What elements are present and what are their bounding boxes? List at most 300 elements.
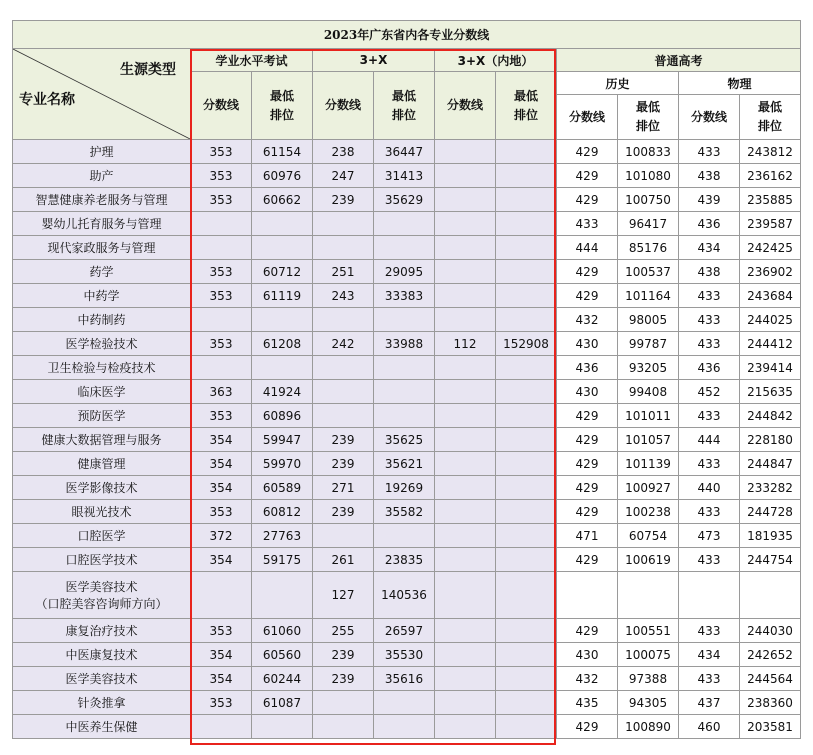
table-row	[13, 715, 801, 739]
score-table	[12, 20, 801, 739]
table-cell: 353	[191, 332, 252, 356]
table-cell: 242425	[740, 236, 801, 260]
table-cell: 353	[191, 188, 252, 212]
table-cell: 239	[313, 500, 374, 524]
table-cell: 433	[679, 500, 740, 524]
table-cell: 100833	[618, 140, 679, 164]
table-cell	[496, 284, 557, 308]
table-cell: 433	[679, 619, 740, 643]
table-cell	[191, 212, 252, 236]
table-cell: 100551	[618, 619, 679, 643]
table-cell: 60662	[252, 188, 313, 212]
table-cell: 438	[679, 164, 740, 188]
table-cell	[313, 236, 374, 260]
table-cell	[435, 643, 496, 667]
table-row	[13, 643, 801, 667]
table-cell: 239	[313, 188, 374, 212]
major-name-text: 中药学	[83, 289, 120, 303]
table-cell	[191, 236, 252, 260]
table-cell: 244754	[740, 548, 801, 572]
table-cell: 239	[313, 452, 374, 476]
table-cell: 433	[679, 548, 740, 572]
table-row	[13, 667, 801, 691]
table-cell: 429	[557, 452, 618, 476]
table-cell: 354	[191, 548, 252, 572]
col-header-score: 分数线	[191, 72, 252, 140]
table-cell	[496, 619, 557, 643]
page-title: 2023年广东省内各专业分数线	[13, 21, 801, 49]
table-cell: 60896	[252, 404, 313, 428]
major-name	[13, 308, 191, 332]
table-cell: 101080	[618, 164, 679, 188]
table-cell: 255	[313, 619, 374, 643]
table-cell: 59175	[252, 548, 313, 572]
table-cell	[435, 428, 496, 452]
major-name-note: （口腔美容咨询师方向）	[35, 597, 168, 611]
table-cell: 60560	[252, 643, 313, 667]
col-header-rank-text: 最低排位	[635, 100, 660, 133]
table-cell: 100890	[618, 715, 679, 739]
major-name	[13, 380, 191, 404]
major-name	[13, 476, 191, 500]
table-cell	[496, 236, 557, 260]
major-name-text: 口腔医学技术	[65, 553, 138, 567]
group-header-gaokao: 普通高考	[557, 49, 801, 72]
major-name	[13, 140, 191, 164]
table-cell: 243	[313, 284, 374, 308]
table-row	[13, 500, 801, 524]
table-cell: 353	[191, 404, 252, 428]
table-cell	[435, 308, 496, 332]
table-cell: 235885	[740, 188, 801, 212]
table-row	[13, 691, 801, 715]
table-cell	[496, 308, 557, 332]
table-cell: 61087	[252, 691, 313, 715]
table-cell: 60754	[618, 524, 679, 548]
table-cell	[435, 356, 496, 380]
col-header-rank	[740, 95, 801, 140]
table-cell: 429	[557, 619, 618, 643]
table-row	[13, 164, 801, 188]
table-cell: 353	[191, 500, 252, 524]
table-cell: 433	[679, 332, 740, 356]
table-cell	[435, 500, 496, 524]
table-cell: 440	[679, 476, 740, 500]
major-name-text: 婴幼儿托育服务与管理	[41, 217, 162, 231]
major-name-text: 健康管理	[77, 457, 126, 471]
col-header-rank	[496, 72, 557, 140]
table-cell	[496, 572, 557, 619]
table-cell: 215635	[740, 380, 801, 404]
table-cell: 101011	[618, 404, 679, 428]
table-row	[13, 428, 801, 452]
table-cell	[435, 188, 496, 212]
table-cell	[496, 428, 557, 452]
major-name-text: 医学影像技术	[65, 481, 138, 495]
table-cell: 354	[191, 452, 252, 476]
table-cell: 435	[557, 691, 618, 715]
table-cell: 353	[191, 619, 252, 643]
table-cell: 100619	[618, 548, 679, 572]
table-cell: 429	[557, 428, 618, 452]
table-cell	[679, 572, 740, 619]
major-name-text: 中药制药	[77, 313, 126, 327]
corner-label-source-type: 生源类型	[120, 62, 176, 78]
table-row	[13, 380, 801, 404]
table-cell: 436	[679, 212, 740, 236]
major-name	[13, 332, 191, 356]
table-cell: 429	[557, 140, 618, 164]
table-cell	[313, 380, 374, 404]
table-cell: 100927	[618, 476, 679, 500]
table-cell: 85176	[618, 236, 679, 260]
major-name	[13, 643, 191, 667]
table-cell: 439	[679, 188, 740, 212]
table-cell: 60976	[252, 164, 313, 188]
col-header-rank	[374, 72, 435, 140]
table-cell: 33383	[374, 284, 435, 308]
major-name	[13, 212, 191, 236]
table-cell	[496, 643, 557, 667]
table-cell: 471	[557, 524, 618, 548]
major-name	[13, 500, 191, 524]
table-cell: 101164	[618, 284, 679, 308]
table-cell: 35625	[374, 428, 435, 452]
group-header-3x: 3+X	[313, 49, 435, 72]
table-cell: 433	[679, 404, 740, 428]
table-cell	[496, 476, 557, 500]
major-name	[13, 548, 191, 572]
table-cell	[374, 356, 435, 380]
table-cell: 236162	[740, 164, 801, 188]
table-cell: 429	[557, 548, 618, 572]
major-name-text: 眼视光技术	[71, 505, 132, 519]
table-cell: 243684	[740, 284, 801, 308]
table-cell: 35629	[374, 188, 435, 212]
table-cell: 432	[557, 308, 618, 332]
table-cell: 60812	[252, 500, 313, 524]
table-cell: 152908	[496, 332, 557, 356]
major-name-text: 智慧健康养老服务与管理	[35, 193, 168, 207]
table-cell	[496, 524, 557, 548]
table-cell: 93205	[618, 356, 679, 380]
table-cell	[435, 572, 496, 619]
table-cell: 239414	[740, 356, 801, 380]
table-cell: 460	[679, 715, 740, 739]
table-cell: 432	[557, 667, 618, 691]
table-cell: 36447	[374, 140, 435, 164]
table-cell: 353	[191, 140, 252, 164]
major-name	[13, 619, 191, 643]
table-cell: 100238	[618, 500, 679, 524]
table-cell: 29095	[374, 260, 435, 284]
table-cell	[374, 404, 435, 428]
table-row	[13, 236, 801, 260]
table-cell: 244412	[740, 332, 801, 356]
col-header-score: 分数线	[679, 95, 740, 140]
table-cell: 23835	[374, 548, 435, 572]
table-cell: 140536	[374, 572, 435, 619]
corner-label-major-name: 专业名称	[19, 92, 75, 108]
table-cell	[618, 572, 679, 619]
table-cell	[252, 715, 313, 739]
table-cell: 60589	[252, 476, 313, 500]
table-cell: 444	[679, 428, 740, 452]
table-cell	[496, 548, 557, 572]
table-cell: 41924	[252, 380, 313, 404]
table-cell: 244728	[740, 500, 801, 524]
table-cell	[435, 524, 496, 548]
table-cell: 247	[313, 164, 374, 188]
table-cell	[191, 308, 252, 332]
table-cell: 244564	[740, 667, 801, 691]
major-name	[13, 524, 191, 548]
major-name-text: 针灸推拿	[77, 696, 126, 710]
major-name	[13, 164, 191, 188]
table-cell: 59970	[252, 452, 313, 476]
table-cell: 35621	[374, 452, 435, 476]
table-row	[13, 524, 801, 548]
table-cell	[435, 164, 496, 188]
table-row	[13, 619, 801, 643]
table-cell: 97388	[618, 667, 679, 691]
table-cell: 239	[313, 428, 374, 452]
table-cell: 433	[679, 140, 740, 164]
table-cell	[313, 404, 374, 428]
table-cell	[374, 212, 435, 236]
table-cell	[313, 356, 374, 380]
table-cell: 236902	[740, 260, 801, 284]
table-cell	[496, 715, 557, 739]
table-cell: 429	[557, 404, 618, 428]
sub-header-history: 历史	[557, 72, 679, 95]
table-cell: 243812	[740, 140, 801, 164]
table-cell	[496, 140, 557, 164]
table-cell: 353	[191, 164, 252, 188]
table-cell	[252, 308, 313, 332]
table-cell: 99787	[618, 332, 679, 356]
table-cell: 429	[557, 164, 618, 188]
table-cell	[313, 691, 374, 715]
table-cell	[557, 572, 618, 619]
table-cell: 372	[191, 524, 252, 548]
table-row	[13, 188, 801, 212]
table-cell: 353	[191, 260, 252, 284]
major-name	[13, 691, 191, 715]
major-name-text: 现代家政服务与管理	[47, 241, 156, 255]
table-cell: 429	[557, 188, 618, 212]
major-name-text: 护理	[89, 145, 114, 159]
table-row	[13, 332, 801, 356]
table-cell: 433	[679, 452, 740, 476]
table-cell: 354	[191, 667, 252, 691]
table-cell: 239	[313, 667, 374, 691]
col-header-rank	[252, 72, 313, 140]
table-cell	[435, 619, 496, 643]
table-cell: 27763	[252, 524, 313, 548]
table-cell	[496, 212, 557, 236]
major-name-text: 中医康复技术	[65, 648, 138, 662]
table-cell: 430	[557, 643, 618, 667]
table-cell	[191, 572, 252, 619]
major-name	[13, 428, 191, 452]
table-cell	[252, 236, 313, 260]
major-name	[13, 404, 191, 428]
table-cell	[496, 164, 557, 188]
table-cell	[252, 572, 313, 619]
table-row	[13, 476, 801, 500]
table-cell: 244025	[740, 308, 801, 332]
table-cell: 452	[679, 380, 740, 404]
table-cell	[496, 380, 557, 404]
table-cell: 239587	[740, 212, 801, 236]
table-cell: 429	[557, 284, 618, 308]
major-name-text: 临床医学	[77, 385, 126, 399]
table-cell: 244847	[740, 452, 801, 476]
table-cell: 60712	[252, 260, 313, 284]
table-cell: 430	[557, 332, 618, 356]
table-cell: 353	[191, 284, 252, 308]
table-cell: 238	[313, 140, 374, 164]
table-row	[13, 572, 801, 619]
table-cell: 61119	[252, 284, 313, 308]
table-cell: 59947	[252, 428, 313, 452]
table-row	[13, 452, 801, 476]
major-name	[13, 572, 191, 619]
table-cell	[496, 500, 557, 524]
table-cell: 33988	[374, 332, 435, 356]
major-name-text: 医学检验技术	[65, 337, 138, 351]
table-cell: 261	[313, 548, 374, 572]
table-cell: 271	[313, 476, 374, 500]
table-cell	[374, 691, 435, 715]
table-cell	[496, 452, 557, 476]
table-cell: 244842	[740, 404, 801, 428]
major-name	[13, 236, 191, 260]
table-cell	[313, 308, 374, 332]
table-cell: 60244	[252, 667, 313, 691]
table-cell	[435, 404, 496, 428]
header-corner	[13, 49, 191, 140]
major-name	[13, 667, 191, 691]
major-name-text: 助产	[89, 169, 114, 183]
table-cell: 100750	[618, 188, 679, 212]
table-cell	[496, 356, 557, 380]
table-cell	[313, 715, 374, 739]
table-cell	[496, 667, 557, 691]
table-cell: 438	[679, 260, 740, 284]
col-header-score: 分数线	[435, 72, 496, 140]
table-cell: 35530	[374, 643, 435, 667]
table-cell	[435, 476, 496, 500]
table-cell: 61060	[252, 619, 313, 643]
table-cell: 429	[557, 500, 618, 524]
table-cell: 434	[679, 236, 740, 260]
table-row	[13, 356, 801, 380]
table-cell	[435, 140, 496, 164]
major-name	[13, 284, 191, 308]
col-header-rank-text: 最低排位	[758, 100, 783, 133]
table-cell: 61154	[252, 140, 313, 164]
table-cell: 473	[679, 524, 740, 548]
table-cell	[496, 404, 557, 428]
col-header-rank-text: 最低排位	[513, 88, 538, 122]
table-row	[13, 260, 801, 284]
table-cell: 429	[557, 476, 618, 500]
table-cell: 19269	[374, 476, 435, 500]
table-cell: 228180	[740, 428, 801, 452]
table-cell	[313, 212, 374, 236]
table-cell: 433	[679, 308, 740, 332]
table-cell: 112	[435, 332, 496, 356]
table-cell: 100537	[618, 260, 679, 284]
col-header-rank	[618, 95, 679, 140]
table-cell	[435, 715, 496, 739]
major-name	[13, 452, 191, 476]
table-cell: 433	[679, 284, 740, 308]
major-name	[13, 188, 191, 212]
table-cell: 437	[679, 691, 740, 715]
table-cell	[740, 572, 801, 619]
group-header-3x-mainland: 3+X（内地）	[435, 49, 557, 72]
table-cell: 35616	[374, 667, 435, 691]
major-name-text: 药学	[89, 265, 114, 279]
table-cell: 96417	[618, 212, 679, 236]
table-cell: 100075	[618, 643, 679, 667]
table-cell: 444	[557, 236, 618, 260]
table-cell	[435, 260, 496, 284]
table-cell	[374, 236, 435, 260]
table-cell	[496, 188, 557, 212]
table-cell	[374, 715, 435, 739]
table-cell	[435, 691, 496, 715]
table-cell: 101057	[618, 428, 679, 452]
table-cell: 436	[557, 356, 618, 380]
table-cell	[496, 691, 557, 715]
table-row	[13, 404, 801, 428]
table-cell	[496, 260, 557, 284]
table-cell	[435, 380, 496, 404]
major-name	[13, 356, 191, 380]
table-cell: 354	[191, 643, 252, 667]
major-name	[13, 715, 191, 739]
major-name-text: 健康大数据管理与服务	[41, 433, 162, 447]
table-cell	[374, 524, 435, 548]
table-cell: 433	[557, 212, 618, 236]
major-name-text: 口腔医学	[77, 529, 126, 543]
table-cell: 363	[191, 380, 252, 404]
group-header-xueye: 学业水平考试	[191, 49, 313, 72]
table-cell	[435, 212, 496, 236]
table-row	[13, 140, 801, 164]
major-name-text: 医学美容技术	[65, 580, 138, 594]
major-name	[13, 260, 191, 284]
table-cell: 353	[191, 691, 252, 715]
table-cell: 354	[191, 428, 252, 452]
table-cell: 127	[313, 572, 374, 619]
table-cell: 429	[557, 715, 618, 739]
table-cell	[191, 356, 252, 380]
table-cell: 233282	[740, 476, 801, 500]
table-cell: 94305	[618, 691, 679, 715]
col-header-rank-text: 最低排位	[269, 88, 294, 122]
major-name-text: 卫生检验与检疫技术	[47, 361, 156, 375]
sub-header-physics: 物理	[679, 72, 801, 95]
table-cell: 242652	[740, 643, 801, 667]
table-cell	[435, 667, 496, 691]
table-row	[13, 284, 801, 308]
table-cell: 238360	[740, 691, 801, 715]
